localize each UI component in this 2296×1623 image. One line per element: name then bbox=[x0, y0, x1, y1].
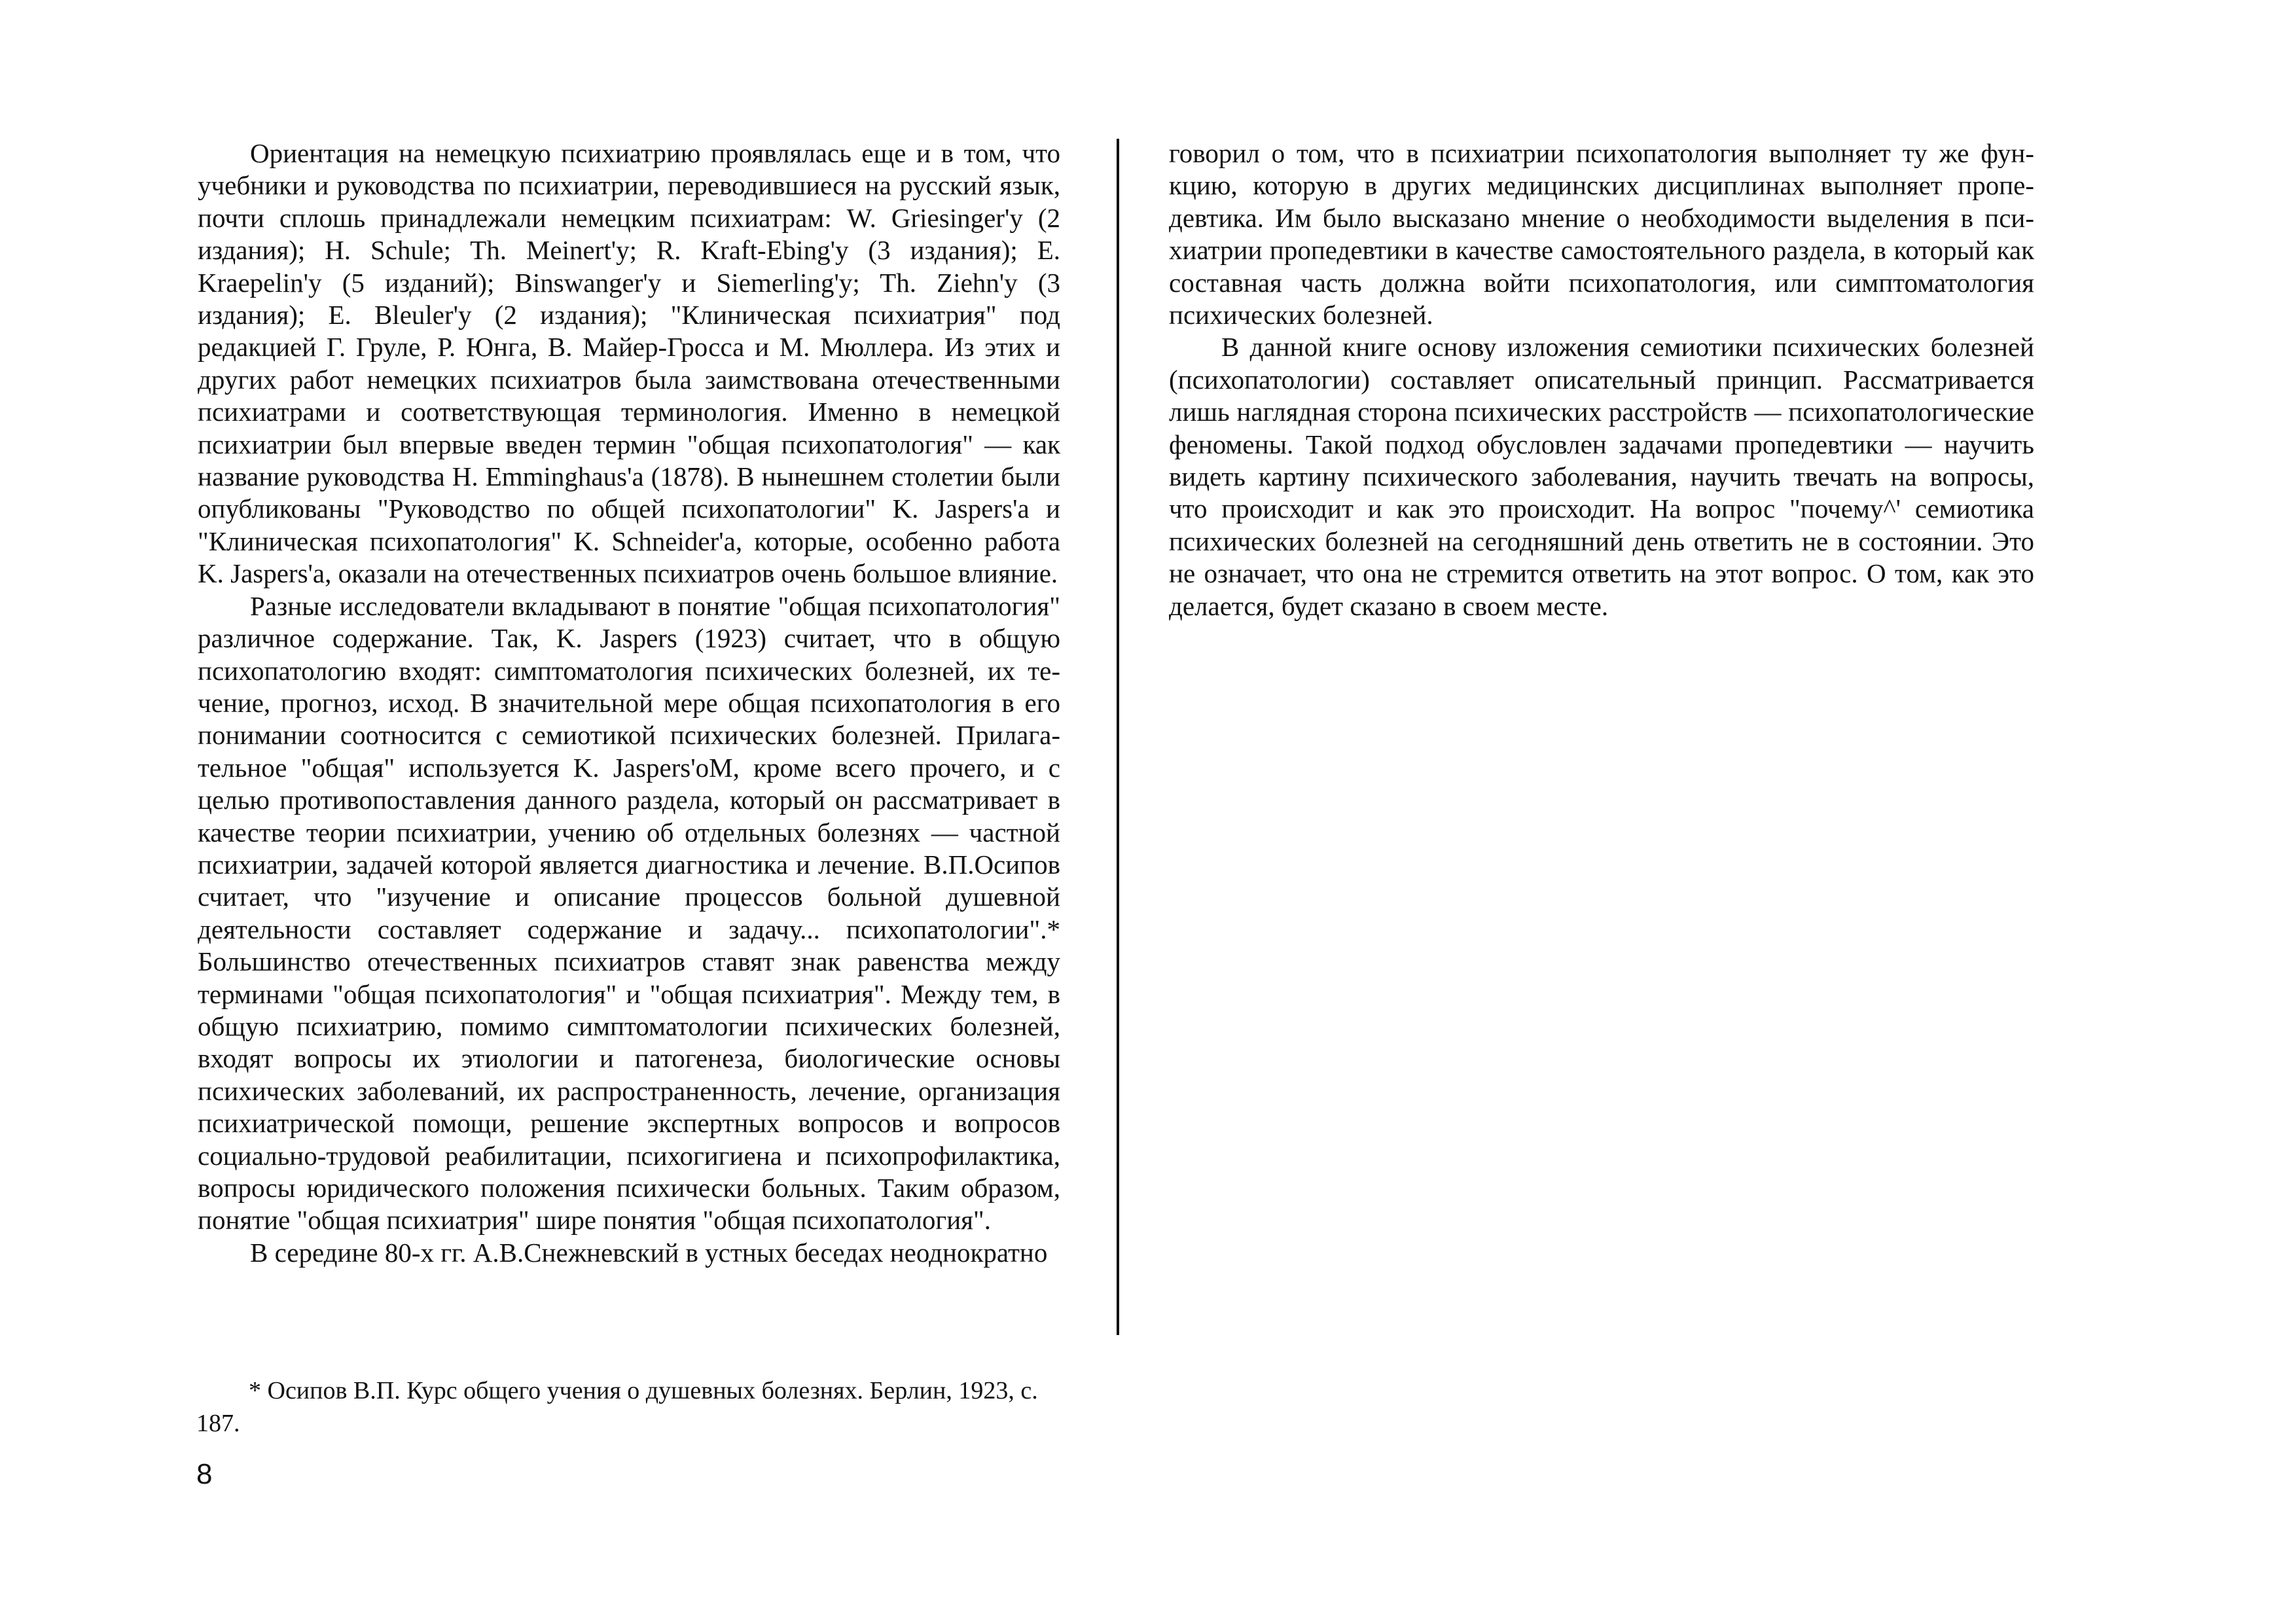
paragraph: В середине 80-х гг. А.В.Снежневский в устных беседах неоднократно bbox=[250, 1237, 1048, 1268]
right-text-column bbox=[1169, 137, 2034, 622]
paragraph: Разные исследователи вкладывают в понятие "общая психопатология" различное содержание. Так, K. Jaspers (1923) считает, что в общую психопатологию входят: симптоматология психических болезней, их течение, прогноз, исход. В значительной мере общая психопатология в его понимании соотносится с семиотикой психических болезней. Прилагательное "общая" используется K. Jaspers'oM, кроме всего прочего, и с целью противопоставления данного раздела, который он рассматривает в качестве теории психиатрии, учению об отдельных болезнях — частной психиатрии, задачей которой является диагностика и лечение. В.П.Осипов считает, что "изучение и описание процессов больной душевной деятельности составляет содержание и задачу... психопатологии".* Большинство отечественных психиатров ставят знак равенства между терминами "общая психопатология" и "общая психиатрия". Между тем, в общую психиатрию, помимо симптоматологии психических болезней, входят вопросы их этиологии и патогенеза, биологические основы психических заболеваний, их распространенность, лечение, организация психиатрической помощи, решение экспертных вопросов и вопросов социально-трудовой реабилитации, психогигиена и психопрофилактика, вопросы юридического положения психически больных. Таким образом, понятие "общая психиатрия" шире понятия "общая психопатология". bbox=[198, 590, 1060, 1236]
page-number: 8 bbox=[196, 1458, 213, 1490]
footnote-text: * Осипов В.П. Курс общего учения о душевных болезнях. Берлин, 1923, с. 187. bbox=[196, 1377, 1038, 1437]
paragraph: Ориентация на немецкую психиатрию проявлялась еще и в том, что учебники и руководства по психиатрии, переводившиеся на русский язык, почти сплошь принадлежали немецким психиатрам: W. Griesinger'y (2 издания); H. Schule; Th. Meinert'y; R. Kraft-Ebing'y (3 издания); E. Kraepelin'y (5 изданий); Binswanger'y и Siemerling'y; Th. Ziehn'y (3 издания); E. Bleuler'y (2 издания); "Клиническая психиатрия" под редакцией Г. Груле, Р. Юнга, В. Майер-Гросса и М. Мюллера. Из этих и других работ немецких психиатров была заимствована отечественными психиатрами и соответствующая терминология. Именно в немецкой психиатрии был впервые введен термин "общая психопатология" — как название руководства H. Emminghaus'a (1878). В нынешнем столетии были опубликованы "Руководство по общей психопатологии" K. Jaspers'a и "Клиническая психопатология" K. Schneider'a, которые, особенно работа K. Jaspers'a, оказали на отечественных психиатров очень большое влияние. bbox=[198, 138, 1060, 589]
footnote bbox=[196, 1374, 1060, 1440]
paragraph: В данной книге основу изложения семиотики психических болезней (психопатологии) составляет описательный принцип. Рассматривается лишь наглядная сторона психических расстройств — психопатологические феномены. Такой подход обусловлен задачами пропедевтики — научить видеть картину психического заболевания, научить твечать на вопросы, что происходит и как это происходит. На вопрос "почему^' семиотика психических болезней на сегодняшний день ответить не в состоянии. Это не означает, что она не стремится ответить на этот вопрос. О том, как это делается, будет сказано в своем месте. bbox=[1169, 332, 2034, 621]
left-text-column bbox=[198, 137, 1060, 1269]
column-divider bbox=[1117, 139, 1119, 1335]
paragraph: говорил о том, что в психиатрии психопатология выполняет ту же функцию, которую в других медицинских дисциплинах выполняет пропедевтика. Им было высказано мнение о необходимости выделения в психиатрии пропедевтики в качестве самостоятельного раздела, в который как составная часть должна войти психопатология, или симптоматология психических болезней. bbox=[1169, 138, 2034, 330]
